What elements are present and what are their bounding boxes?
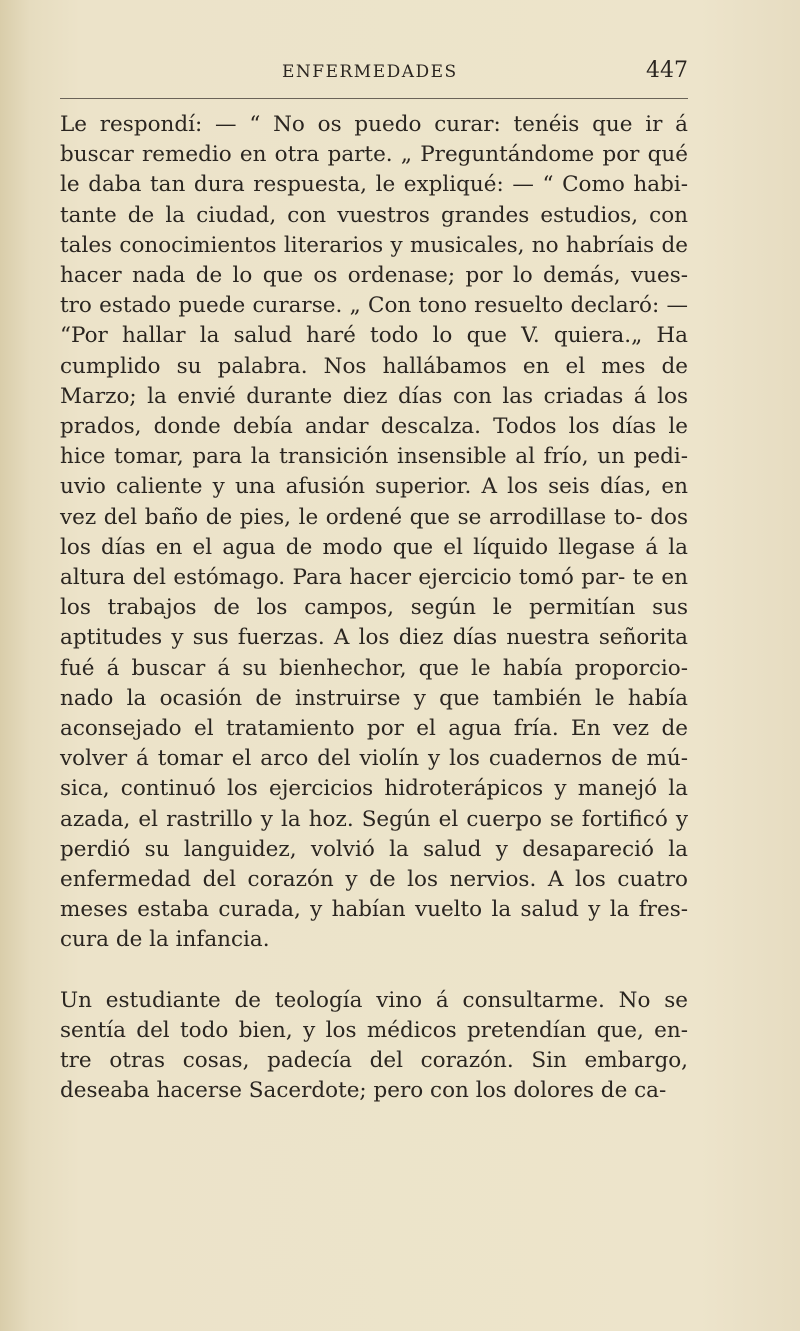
paragraph-2: Un estudiante de teología vino á consultarme. No se sentía del todo bien, y los médicos pretendían que, en- tre otras cosas, padecía del corazón. Sin embargo, deseaba hacerse Sacerdote; pero con los dolores de ca- <box>60 987 688 1104</box>
running-header-title: ENFERMEDADES <box>282 62 458 82</box>
paragraph-1: Le respondí: — “ No os puedo curar: tenéis que ir á buscar remedio en otra parte. „ Preguntándome por qué le daba tan dura respuesta, le expliqué: — “ Como habi- tante de la ciudad, con vuestros grandes estudios, con tales conocimientos literarios y musicales, no habríais de hacer nada de lo que os ordenase; por lo demás, vues- tro estado puede curarse. „ Con tono resuelto declaró: — “Por hallar la salud haré todo lo que V. quiera.„ Ha cumplido su palabra. Nos hallábamos en el mes de Marzo; la envié durante diez días con las criadas á los prados, donde debía andar descalza. Todos los días le hice tomar, para la transición insensible al frío, un pedi- uvio caliente y una afusión superior. A los seis días, en vez del baño de pies, le ordené que se arrodillase to- dos los días en el agua de modo que el líquido llegase á la altura del estómago. Para hacer ejercicio tomó par- te en los trabajos de los campos, según le permitían sus aptitudes y sus fuerzas. A los diez días nuestra señorita fué á buscar á su bienhechor, que le había proporcio- nado la ocasión de instruirse y que también le había aconsejado el tratamiento por el agua fría. En vez de volver á tomar el arco del violín y los cuadernos de mú- sica, continuó los ejercicios hidroterápicos y manejó la azada, el rastrillo y la hoz. Según el cuerpo se fortificó y perdió su languidez, volvió la salud y desapareció la enfermedad del corazón y de los nervios. A los cuatro meses estaba curada, y habían vuelto la salud y la fres- cura de la infancia. <box>60 112 688 953</box>
header-rule <box>60 98 688 99</box>
running-header <box>60 58 688 92</box>
body-text <box>60 110 688 1107</box>
page-number: 447 <box>646 58 688 83</box>
